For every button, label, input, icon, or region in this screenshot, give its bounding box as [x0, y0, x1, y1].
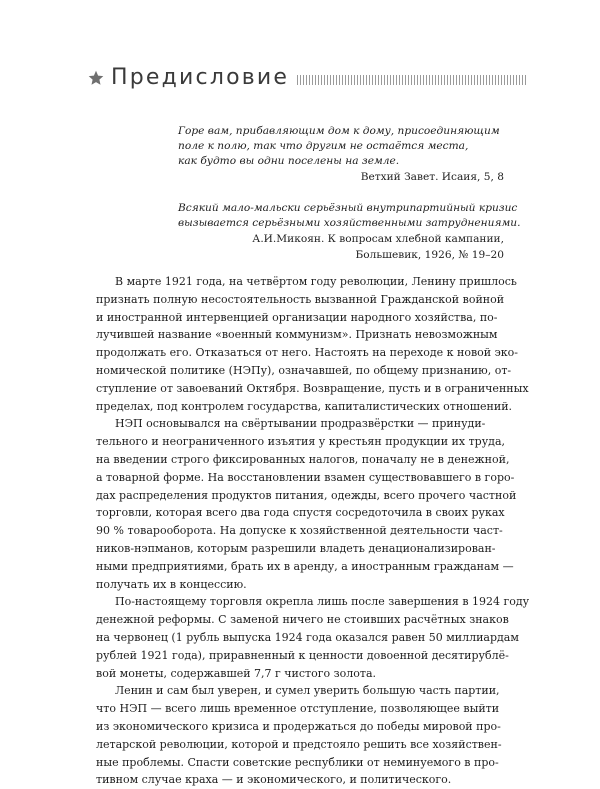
text-line: Ленин и сам был уверен, и сумел уверить большую часть партии, — [115, 684, 500, 698]
text-line: дах распределения продуктов питания, одежды, всего прочего частной — [96, 488, 517, 502]
text-line: ступление от завоеваний Октября. Возвращение, пусть и в ограниченных — [96, 381, 529, 395]
epigraph-source: Ветхий Завет. Исаия, 5, 8 — [360, 171, 504, 183]
chapter-title: Предисловие — [111, 65, 290, 90]
body-text — [96, 273, 530, 789]
star-icon — [88, 70, 104, 86]
text-line: признать полную несостоятельность вызванной Гражданской войной — [96, 292, 505, 306]
text-line: НЭП основывался на свёртывании продразвёрстки — принуди- — [115, 417, 486, 431]
paragraph-4 — [96, 682, 526, 789]
epigraph-source: Большевик, 1926, № 19–20 — [355, 249, 504, 261]
text-line: торговли, которая всего два года спустя сосредоточила в своих руках — [96, 506, 505, 520]
text-line: лучившей название «военный коммунизм». Признать невозможным — [96, 328, 498, 342]
text-line: тельного и неограниченного изъятия у крестьян продукции их труда, — [96, 435, 506, 449]
text-line: ников-нэпманов, которым разрешили владеть денационализирован- — [96, 541, 496, 555]
text-line: что НЭП — всего лишь временное отступление, позволяющее выйти — [96, 702, 500, 716]
text-line: В марте 1921 года, на четвёртом году революции, Ленину пришлось — [115, 275, 517, 288]
epigraph-source: А.И.Микоян. К вопросам хлебной кампании, — [252, 233, 504, 245]
paragraph-1 — [96, 273, 529, 415]
heading-rule — [297, 75, 528, 85]
epigraph-2 — [178, 201, 521, 263]
epigraph-quote-line: Всякий мало-мальски серьёзный внутрипартийный кризис — [178, 202, 518, 214]
text-line: вой монеты, содержавшей 7,7 г чистого золота. — [96, 666, 377, 680]
text-line: денежной реформы. С заменой ничего не стоивших расчётных знаков — [96, 613, 509, 627]
text-line: на червонец (1 рубль выпуска 1924 года оказался равен 50 миллиардам — [96, 630, 519, 644]
text-line: получать их в концессию. — [96, 577, 247, 591]
text-line: из экономического кризиса и продержаться до победы мировой про- — [96, 719, 501, 733]
text-line: По-настоящему торговля окрепла лишь после завершения в 1924 году — [115, 595, 530, 609]
chapter-heading — [88, 64, 528, 92]
paragraph-2 — [96, 415, 526, 593]
epigraph-quote-line: вызывается серьёзными хозяйственными затруднениями. — [178, 217, 521, 229]
text-line: 90 % товарооборота. На допуске к хозяйственной деятельности част- — [96, 524, 503, 538]
text-line: летарской революции, которой и предстояло решить все хозяйствен- — [96, 737, 502, 751]
text-line: пределах, под контролем государства, капиталистических отношений. — [96, 399, 513, 413]
text-line: а товарной форме. На восстановлении взамен существовавшего в горо- — [96, 470, 515, 484]
text-line: и иностранной интервенцией организации народного хозяйства, по- — [96, 310, 498, 324]
epigraph-quote-line: поле к полю, так что другим не остаётся места, — [178, 140, 469, 152]
epigraph-quote-line: как будто вы одни поселены на земле. — [178, 155, 400, 167]
text-line: номической политике (НЭПу), означавшей, по общему признанию, от- — [96, 363, 512, 377]
text-line: продолжать его. Отказаться от него. Настоять на переходе к новой эко- — [96, 346, 518, 360]
text-line: ными предприятиями, брать их в аренду, а иностранным гражданам — — [96, 559, 514, 573]
text-line: рублей 1921 года), приравненный к ценности довоенной десятирублё- — [96, 648, 509, 662]
text-line: ные проблемы. Спасти советские республики от неминуемого в про- — [96, 755, 499, 769]
epigraph-quote-line: Горе вам, прибавляющим дом к дому, присоединяющим — [178, 125, 500, 137]
paragraph-3 — [96, 593, 530, 682]
text-line: на введении строго фиксированных налогов, поначалу не в денежной, — [96, 452, 510, 466]
text-line: тивном случае краха — и экономического, и политического. — [96, 773, 452, 787]
epigraph-1 — [178, 124, 504, 185]
